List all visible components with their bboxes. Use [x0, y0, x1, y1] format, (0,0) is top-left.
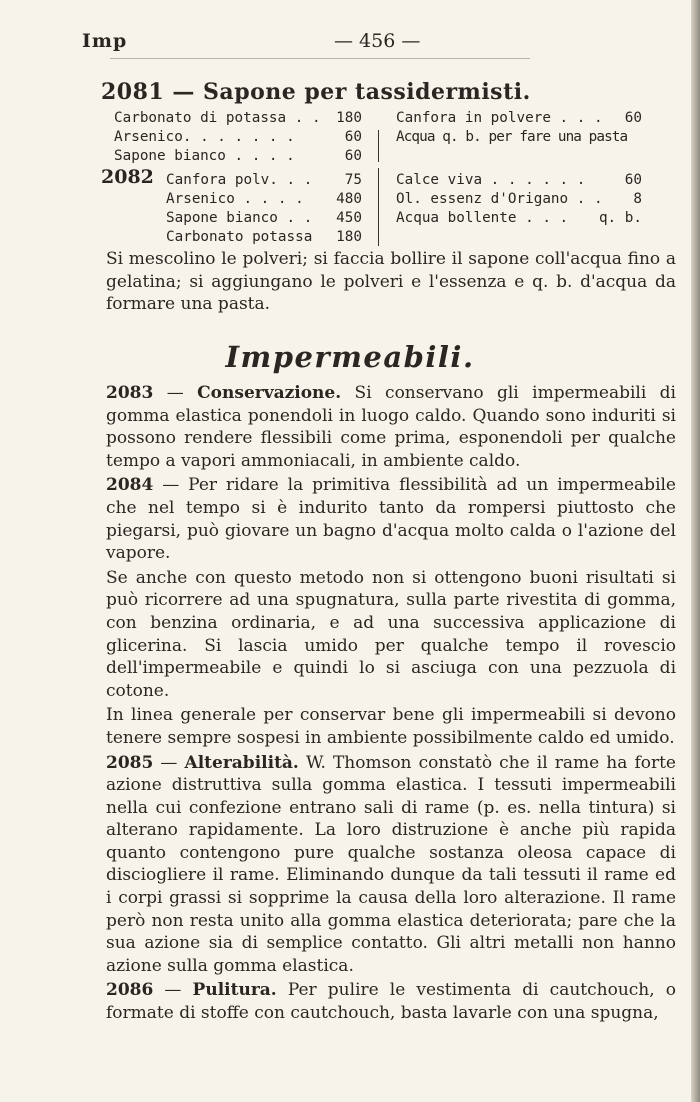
paragraph-heading: Conservazione.	[197, 383, 342, 403]
ingredient-qty: q. b.	[598, 210, 642, 226]
ingredient-name: Canfora polv. . .	[166, 172, 313, 188]
ingredient-name: Carbonato potassa	[166, 229, 313, 245]
ingredient-row	[396, 128, 642, 147]
ingredient-qty: 60	[624, 172, 642, 188]
paragraph-2083	[106, 382, 676, 472]
ingredient-row	[166, 209, 362, 228]
ingredient-qty: 8	[633, 191, 642, 207]
ingredient-row	[114, 128, 362, 147]
running-title: Imp	[82, 30, 128, 52]
paragraph-heading: Pulitura.	[192, 980, 277, 1001]
paragraph-2085	[106, 752, 676, 978]
ingredient-name: Acqua q. b. per fare una pasta	[396, 129, 628, 145]
paragraph: Si mescolino le polveri; si faccia bollire il sapone coll'acqua fino a gelatina; si aggiungano le polveri e l'essenza e q. b. d'acqua da formare una pasta.	[106, 249, 676, 315]
section-body	[106, 382, 676, 1027]
header-rule	[110, 58, 530, 59]
ingredient-name: Carbonato di potassa . .	[114, 110, 321, 126]
paragraph-2084	[106, 474, 676, 564]
ingredient-row	[166, 190, 362, 209]
ingredient-qty: 60	[344, 129, 362, 145]
paragraph-number: 2083	[106, 383, 154, 403]
paragraph-2086	[106, 979, 676, 1024]
dash: —	[153, 383, 198, 403]
ingredient-qty: 480	[336, 191, 362, 207]
page-edge	[691, 0, 700, 1102]
page-header	[82, 30, 652, 56]
column-divider	[378, 168, 379, 246]
paragraph-text: Per pulire le vestimenta di cautchouch, o formate di stoffe con cautchouch, basta lavarle con una spugna,	[106, 980, 676, 1024]
ingredient-qty: 60	[344, 148, 362, 164]
dash: —	[153, 752, 185, 773]
ingredient-row	[396, 209, 642, 228]
paragraph-2084-continued: Se anche con questo metodo non si ottengono buoni risultati si può ricorrere ad una spugnatura, sulla parte rivestita di gomma, con benzina ordinaria, e ad una successiva applicazione di glicerina. Si lascia umido per qualche tempo il rovescio dell'impermeabile e quindi lo si asciuga con una pezzuola di cotone.	[106, 567, 676, 701]
ingredient-name: Sapone bianco . . . .	[114, 148, 295, 164]
ingredient-qty: 450	[336, 210, 362, 226]
ingredient-name: Calce viva . . . . . .	[396, 172, 586, 188]
ingredient-row	[396, 190, 642, 209]
paragraph-text: W. Thomson constatò che il rame ha forte azione distruttiva sulla gomma elastica. I tessuti impermeabili nella cui confezione entrano sali di rame (p. es. nella tintura) si alterano rapidamente. La loro distruzione è anche più rapida quanto contengono pure qualche sostanza oleosa capace di disciogliere il rame. Eliminando dunque da tali tessuti il rame ed i corpi grassi si sopprime la causa della loro alterazione. Il rame però non resta unito alla gomma elastica deteriorata; pare che la sua azione sia di semplice contatto. Gli altri metalli non hanno azione sulla gomma elastica.	[106, 752, 676, 976]
recipe-2081-title: 2081 — Sapone per tassidermisti.	[101, 79, 531, 105]
column-divider	[378, 130, 379, 162]
paragraph-number: 2084	[106, 475, 154, 496]
ingredient-qty: 60	[624, 110, 642, 126]
paragraph-number: 2085	[106, 752, 154, 773]
paragraph-text: — Per ridare la primitiva flessibilità ad un impermeabile che nel tempo si è indurito tanto da rompersi piuttosto che piegarsi, può giovare un bagno d'acqua molto calda o l'azione del vapore.	[106, 475, 676, 564]
ingredient-name: Canfora in polvere . . .	[396, 110, 603, 126]
ingredient-row	[396, 171, 642, 190]
section-title: Impermeabili.	[225, 340, 475, 374]
recipe-2081-left-column	[114, 109, 362, 166]
ingredient-qty: 180	[336, 229, 362, 245]
ingredient-row	[396, 109, 642, 128]
recipe-2082-instructions	[106, 248, 676, 318]
recipe-2082-right-column	[396, 171, 642, 228]
recipe-2082-number: 2082	[101, 166, 154, 188]
dash: —	[153, 980, 193, 1001]
ingredient-qty: 180	[336, 110, 362, 126]
ingredient-name: Acqua bollente . . .	[396, 210, 569, 226]
ingredient-name: Ol. essenz d'Origano . .	[396, 191, 603, 207]
paragraph-text: Si conservano gli impermeabili di gomma elastica ponendoli in luogo caldo. Quando sono induriti si possono rendere flessibili come prima, esponendoli per qualche tempo a vapori ammoniacali, in ambiente caldo.	[106, 383, 676, 471]
ingredient-name: Sapone bianco . .	[166, 210, 313, 226]
ingredient-name: Arsenico . . . .	[166, 191, 304, 207]
ingredient-row	[166, 171, 362, 190]
recipe-2082-left-column	[166, 171, 362, 247]
page-number: — 456 —	[334, 30, 421, 52]
paragraph-number: 2086	[106, 980, 154, 1001]
paragraph-2084-general: In linea generale per conservar bene gli impermeabili si devono tenere sempre sospesi in ambiente possibilmente caldo ed umido.	[106, 705, 676, 748]
ingredient-name: Arsenico. . . . . . .	[114, 129, 295, 145]
ingredient-row	[166, 228, 362, 247]
ingredient-row	[114, 147, 362, 166]
ingredient-row	[114, 109, 362, 128]
ingredient-qty: 75	[344, 172, 362, 188]
recipe-2081-right-column	[396, 109, 642, 147]
paragraph-heading: Alterabilità.	[184, 752, 299, 773]
